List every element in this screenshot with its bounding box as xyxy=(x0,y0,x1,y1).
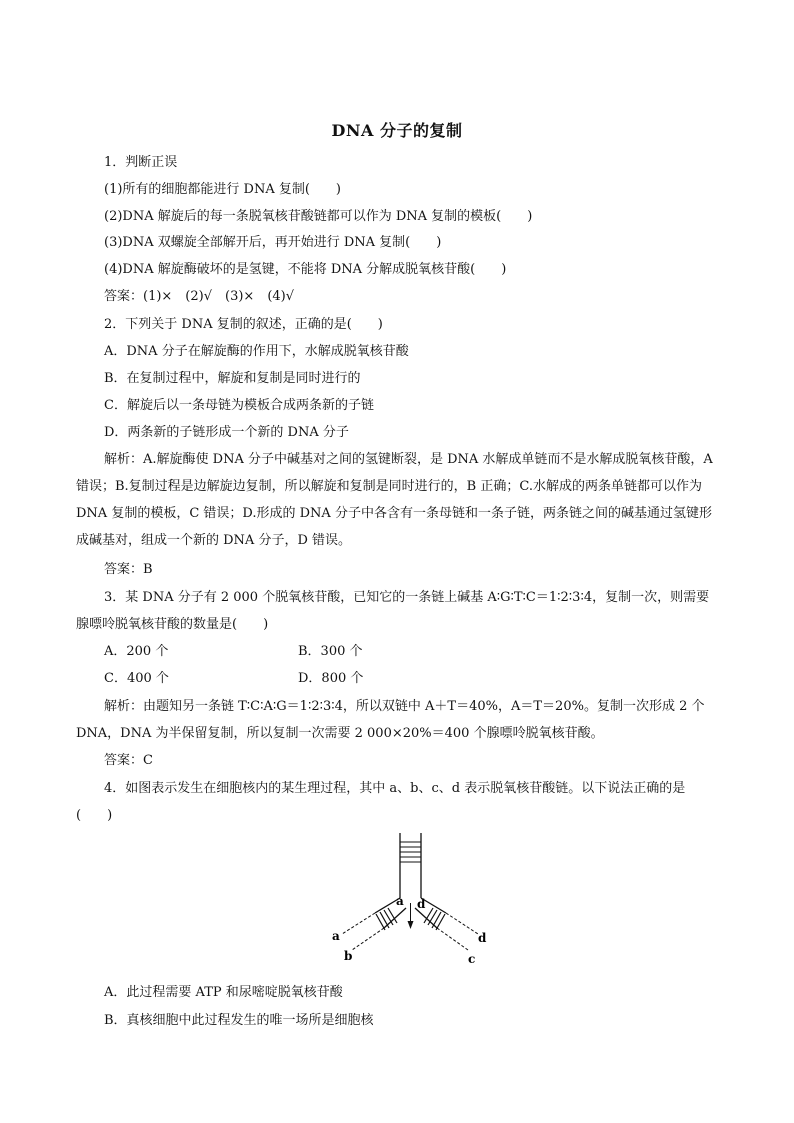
q2-answer: 答案：B xyxy=(104,562,153,577)
label-b-left: b xyxy=(344,949,353,963)
q1-item-1: (1)所有的细胞都能进行 DNA 复制( ) xyxy=(104,182,342,197)
q1-item-4: (4)DNA 解旋酶破坏的是氢键，不能将 DNA 分解成脱氧核苷酸( ) xyxy=(104,262,507,277)
q1-answer: 答案：(1)× (2)√ (3)× (4)√ xyxy=(104,289,295,304)
q2-option-d: D．两条新的子链形成一个新的 DNA 分子 xyxy=(104,425,349,440)
label-a-left: a xyxy=(332,929,340,943)
q1-item-3: (3)DNA 双螺旋全部解开后，再开始进行 DNA 复制( ) xyxy=(104,235,442,250)
arrow-head xyxy=(408,921,414,929)
q3-option-c: C．400 个 xyxy=(104,671,169,686)
q3-answer: 答案：C xyxy=(104,753,153,768)
q3-option-b: B．300 个 xyxy=(298,644,363,659)
label-a-top: a xyxy=(396,894,404,908)
parent-base-pairs xyxy=(400,842,421,862)
right-new-strand-c xyxy=(437,928,468,950)
q1-item-2: (2)DNA 解旋后的每一条脱氧核苷酸链都可以作为 DNA 复制的模板( ) xyxy=(104,209,533,224)
q3-option-d: D．800 个 xyxy=(298,671,364,686)
q3-analysis: 解析：由题知另一条链 T∶C∶A∶G＝1∶2∶3∶4，所以双链中 A＋T＝40%，A＝T＝20%。复制一次形成 2 个 DNA，DNA 为半保留复制，所以复制一次需要 2 000×20%＝400 个腺嘌呤脱氧核苷酸。 xyxy=(76,699,705,741)
q2-heading: 2．下列关于 DNA 复制的叙述，正确的是( ) xyxy=(104,317,383,332)
q1-heading: 1．判断正误 xyxy=(104,155,178,170)
q4-option-a: A．此过程需要 ATP 和尿嘧啶脱氧核苷酸 xyxy=(104,985,343,1000)
right-new-strand-d xyxy=(446,913,478,934)
page-title: DNA 分子的复制 xyxy=(331,121,463,140)
q4-heading: 4．如图表示发生在细胞核内的某生理过程，其中 a、b、c、d 表示脱氧核苷酸链。以下说法正确的是( ) xyxy=(76,781,686,823)
q2-analysis: 解析：A.解旋酶使 DNA 分子中碱基对之间的氢键断裂，是 DNA 水解成单链而不是水解成脱氧核苷酸，A 错误；B.复制过程是边解旋边复制，所以解旋和复制是同时进行的，B 正确；C.水解成的两条单链都可以作为 DNA 复制的模板，C 错误；D.形成的 DNA 分子中各含有一条母链和一条子链，两条链之间的碱基通过氢键形成碱基对，组成一个新的 DNA 分子，D 错误。 xyxy=(76,452,713,548)
left-new-strand-a xyxy=(342,913,375,934)
label-c-right: c xyxy=(468,952,476,966)
left-new-strand-b xyxy=(352,928,384,950)
dna-replication-figure xyxy=(320,828,500,968)
q2-option-b: B．在复制过程中，解旋和复制是同时进行的 xyxy=(104,371,361,386)
q3-option-a: A．200 个 xyxy=(104,644,169,659)
q2-option-a: A．DNA 分子在解旋酶的作用下，水解成脱氧核苷酸 xyxy=(104,344,409,359)
q3-heading: 3．某 DNA 分子有 2 000 个脱氧核苷酸，已知它的一条链上碱基 A∶G∶T∶C＝1∶2∶3∶4，复制一次，则需要腺嘌呤脱氧核苷酸的数量是( ) xyxy=(76,590,710,632)
q2-option-c: C．解旋后以一条母链为模板合成两条新的子链 xyxy=(104,398,374,413)
label-d-top: d xyxy=(417,897,426,911)
q4-option-b: B．真核细胞中此过程发生的唯一场所是细胞核 xyxy=(104,1013,374,1028)
label-d-right: d xyxy=(478,931,487,945)
